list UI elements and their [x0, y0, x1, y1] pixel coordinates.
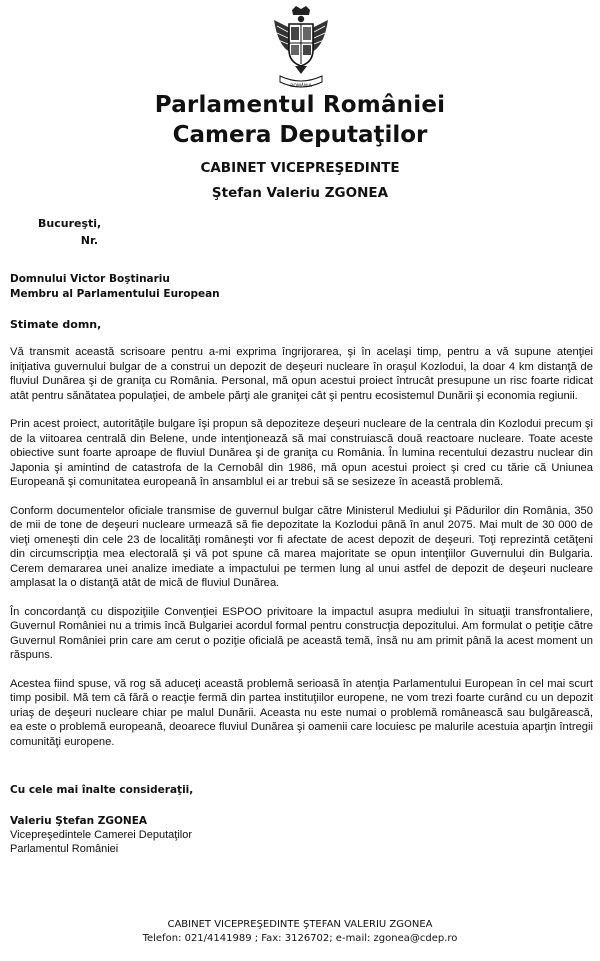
paragraph: Prin acest proiect, autorităţile bulgare îşi propun să depoziteze deşeuri nucleare de la centrala din Kozlodui precum şi de la viitoarea centrală din Belene, unde intenţionează să mai construiască două reactoare nucleare. Toate aceste obiective sunt foarte aproape de fluviul Dunărea şi de graniţa cu România. În lumina recentului dezastru nuclear din Japonia şi amintind de catastrofa de la Cernobâl din 1986, mă opun acestui proiect şi cred cu tărie că Uniunea Europeană şi comunitatea europeană în ansamblul ei ar trebui să se sesizeze în această problemă. [10, 418, 593, 488]
city-label: Bucureşti, [38, 217, 102, 230]
recipient-role: Membru al Parlamentului European [10, 288, 220, 300]
letter-body [10, 345, 593, 763]
paragraph: Conform documentelor oficiale transmise de guvernul bulgar către Ministerul Mediului şi Pădurilor din România, 350 de mii de tone de deşeuri nucleare urmează să fie depozitate la Kozlodui până în anul 2075. Mai mult de 30 000 de vieţi omeneşti din cele 23 de localităţi româneşti vor fi afectate de acest depozit de deşeuri. Toţi reprezintă cetăţeni din circumscripţia mea electorală şi vă pot spune că marea majoritate se opun intenţiilor Guvernului din Bulgaria. Cerem demararea unei analize imediate a impactului pe termen lung al unui astfel de depozit de deşeuri nucleare amplasat la o distanţă atât de mică de fluviul Dunărea. [10, 504, 593, 589]
recipient-block [10, 272, 220, 302]
closing-line: Cu cele mai înalte consideraţii, [10, 784, 194, 796]
signer-title: Vicepreşedintele Camerei Deputaţilor [10, 829, 193, 841]
location-block [38, 215, 102, 249]
paragraph: În concordanţă cu dispoziţiile Convenţiei ESPOO privitoare la impactul asupra mediului în situaţii transfrontaliere, Guvernul României nu a trimis încă Bulgariei acordul formal pentru construcţia depozitului. Am formulat o petiţie către Guvernul României prin care am cerut o poziţie oficială pe această temă, însă nu am primit până la acest moment un răspuns. [10, 605, 593, 661]
signer-institution: Parlamentul României [10, 843, 119, 855]
signer-name: Valeriu Ştefan ZGONEA [10, 815, 147, 827]
footer-office: CABINET VICEPREŞEDINTE ŞTEFAN VALERIU ZGONEA [167, 919, 433, 930]
greeting: Stimate domn, [10, 318, 102, 331]
office-title: CABINET VICEPREŞEDINTE [200, 160, 400, 176]
crest-caption: ROMÂNIA [290, 84, 312, 89]
recipient-name: Domnului Victor Boştinariu [10, 273, 170, 285]
paragraph: Acestea fiind spuse, vă rog să aduceţi această problemă serioasă în atenţia Parlamentului European în cel mai scurt timp posibil. Mă tem că fără o reacţie fermă din partea instituţiilor europene, ne vom trezi foarte curând cu un depozit uriaş de deşeuri nucleare chiar pe malul Dunării. Aceasta nu este numai o problemă românească sau bulgărească, ea este o problemă europeană, deoarece fluviul Dunărea şi oamenii care locuiesc pe malurile acestuia aparţin întregii comunităţi europene. [10, 677, 593, 748]
footer [0, 918, 600, 946]
signature-block [10, 814, 192, 856]
footer-contact: Telefon: 021/4141989 ; Fax: 3126702; e-mail: zgonea@cdep.ro [142, 933, 458, 944]
number-label: Nr. [80, 234, 98, 247]
paragraph: Vă transmit această scrisoare pentru a-mi exprima îngrijorarea, şi în acelaşi timp, pentru a vă supune atenţiei iniţiativa guvernului bulgar de a construi un depozit de deşeuri nucleare în oraşul Kozlodui, la doar 4 km distanţă de fluviul Dunărea şi de graniţa cu România. Personal, mă opun acestui proiect întrucât presupune un risc foarte ridicat atât pentru sănătatea populaţiei, de ambele părţi ale graniţei cât şi pentru ecosistemul Dunării şi economia regiunii. [10, 346, 593, 402]
chamber-title: Camera Deputaţilor [172, 122, 428, 148]
parliament-title: Parlamentul României [154, 92, 446, 118]
person-title: Ştefan Valeriu ZGONEA [211, 185, 389, 201]
coat-of-arms-icon [268, 6, 334, 90]
